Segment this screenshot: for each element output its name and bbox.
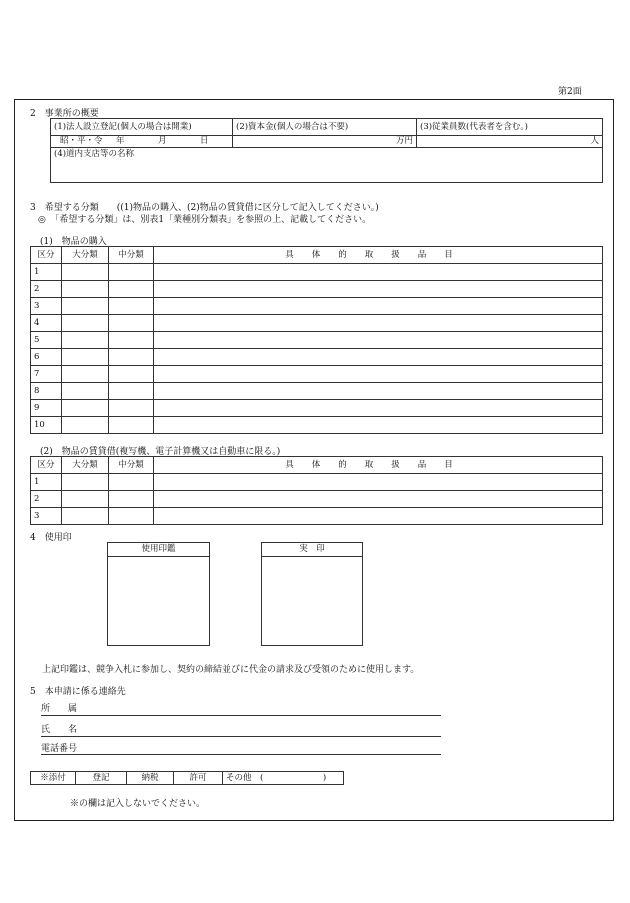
major-class-cell[interactable] [62, 383, 109, 400]
items-cell[interactable] [154, 264, 603, 281]
minor-class-cell[interactable] [109, 400, 154, 417]
items-cell[interactable] [154, 474, 603, 491]
minor-class-cell[interactable] [109, 264, 154, 281]
col-items: 具体的取扱品目 [154, 457, 603, 474]
office-registration: 登記 [76, 772, 127, 785]
table-row [31, 508, 603, 525]
items-cell[interactable] [154, 508, 603, 525]
col-minor-class: 中分類 [109, 457, 154, 474]
table-row [31, 281, 603, 298]
minor-class-cell[interactable] [109, 332, 154, 349]
purchase-title: (1) 物品の購入 [40, 237, 107, 247]
items-cell[interactable] [154, 315, 603, 332]
phone-field[interactable] [41, 740, 441, 755]
col-category: 区分 [31, 247, 62, 264]
major-class-cell[interactable] [62, 298, 109, 315]
minor-class-cell[interactable] [109, 366, 154, 383]
items-cell[interactable] [154, 281, 603, 298]
major-class-cell[interactable] [62, 366, 109, 383]
minor-class-cell[interactable] [109, 508, 154, 525]
era-label: 昭・平・令 [60, 136, 103, 146]
table-row [31, 366, 603, 383]
establishment-header: (1)法人設立登記(個人の場合は開業) [51, 119, 233, 136]
col-major-class: 大分類 [62, 247, 109, 264]
major-class-cell[interactable] [62, 315, 109, 332]
major-class-cell[interactable] [62, 508, 109, 525]
table-row [31, 315, 603, 332]
col-minor-class: 中分類 [109, 247, 154, 264]
major-class-cell[interactable] [62, 264, 109, 281]
row-number: 10 [31, 417, 62, 434]
purchase-header-row [31, 247, 603, 264]
branch-label: (4)道内支店等の名称 [54, 149, 135, 159]
lease-table [30, 456, 603, 525]
section5-heading: 5 本申請に係る連絡先 [30, 687, 126, 697]
major-class-cell[interactable] [62, 281, 109, 298]
name-field[interactable] [41, 722, 441, 737]
establishment-date-field[interactable] [51, 136, 233, 148]
major-class-cell[interactable] [62, 332, 109, 349]
row-number: 7 [31, 366, 62, 383]
employees-unit: 人 [590, 136, 599, 146]
table-row [31, 349, 603, 366]
row-number: 3 [31, 508, 62, 525]
seal-use-label: 使用印鑑 [108, 543, 209, 557]
minor-class-cell[interactable] [109, 491, 154, 508]
page-number: 第2面 [558, 87, 582, 97]
section3-note: ◎ 「希望する分類」は、別表1「業種別分類表」を参照の上、記載してください。 [38, 215, 372, 225]
minor-class-cell[interactable] [109, 383, 154, 400]
row-number: 6 [31, 349, 62, 366]
table-row [31, 400, 603, 417]
table-row [31, 332, 603, 349]
employees-field[interactable] [417, 136, 603, 148]
seal-real-box[interactable] [261, 542, 363, 646]
row-number: 3 [31, 298, 62, 315]
section4-heading: 4 使用印 [30, 533, 72, 543]
major-class-cell[interactable] [62, 474, 109, 491]
capital-field[interactable] [233, 136, 417, 148]
major-class-cell[interactable] [62, 349, 109, 366]
row-number: 1 [31, 264, 62, 281]
major-class-cell[interactable] [62, 400, 109, 417]
section3-heading: 3 希望する分類 ((1)物品の購入、(2)物品の賃貸借に区分して記入してください。) [30, 203, 379, 213]
capital-header: (2)資本金(個人の場合は不要) [233, 119, 417, 136]
col-items: 具体的取扱品目 [154, 247, 603, 264]
minor-class-cell[interactable] [109, 315, 154, 332]
seal-real-label: 実 印 [262, 543, 362, 557]
items-cell[interactable] [154, 491, 603, 508]
lease-header-row [31, 457, 603, 474]
col-major-class: 大分類 [62, 457, 109, 474]
employees-header: (3)従業員数(代表者を含む。) [417, 119, 603, 136]
office-use-table [30, 771, 344, 785]
dept-field[interactable] [41, 701, 441, 716]
office-use-note: ※の欄は記入しないでください。 [70, 799, 206, 809]
table-row [31, 474, 603, 491]
month-label: 月 [158, 136, 167, 146]
table-row [31, 264, 603, 281]
row-number: 2 [31, 491, 62, 508]
items-cell[interactable] [154, 366, 603, 383]
minor-class-cell[interactable] [109, 417, 154, 434]
items-cell[interactable] [154, 417, 603, 434]
items-cell[interactable] [154, 400, 603, 417]
major-class-cell[interactable] [62, 417, 109, 434]
table-row [31, 383, 603, 400]
items-cell[interactable] [154, 332, 603, 349]
items-cell[interactable] [154, 349, 603, 366]
table-row [31, 298, 603, 315]
items-cell[interactable] [154, 298, 603, 315]
seal-use-box[interactable] [107, 542, 210, 646]
section2-heading: 2 事業所の概要 [30, 109, 99, 119]
row-number: 5 [31, 332, 62, 349]
row-number: 2 [31, 281, 62, 298]
row-number: 4 [31, 315, 62, 332]
office-other: その他 ( ) [223, 772, 344, 785]
year-label: 年 [116, 136, 125, 146]
office-tax: 納税 [127, 772, 174, 785]
branch-field[interactable] [51, 148, 603, 183]
minor-class-cell[interactable] [109, 349, 154, 366]
lease-title: (2) 物品の賃貸借(複写機、電子計算機又は自動車に限る。) [40, 447, 281, 457]
office-permit: 許可 [174, 772, 223, 785]
office-overview-table [50, 118, 603, 183]
capital-unit: 万円 [395, 136, 413, 146]
row-number: 8 [31, 383, 62, 400]
minor-class-cell[interactable] [109, 281, 154, 298]
name-label: 氏 名 [41, 725, 78, 735]
col-category: 区分 [31, 457, 62, 474]
phone-label: 電話番号 [41, 744, 78, 754]
row-number: 9 [31, 400, 62, 417]
minor-class-cell[interactable] [109, 298, 154, 315]
items-cell[interactable] [154, 383, 603, 400]
day-label: 日 [200, 136, 209, 146]
office-attach: ※添付 [31, 772, 76, 785]
table-row [31, 491, 603, 508]
purchase-table [30, 246, 603, 434]
table-row [31, 417, 603, 434]
dept-label: 所 属 [41, 704, 78, 714]
seal-statement: 上記印鑑は、競争入札に参加し、契約の締結並びに代金の請求及び受領のために使用します。 [42, 665, 420, 675]
major-class-cell[interactable] [62, 491, 109, 508]
minor-class-cell[interactable] [109, 474, 154, 491]
row-number: 1 [31, 474, 62, 491]
